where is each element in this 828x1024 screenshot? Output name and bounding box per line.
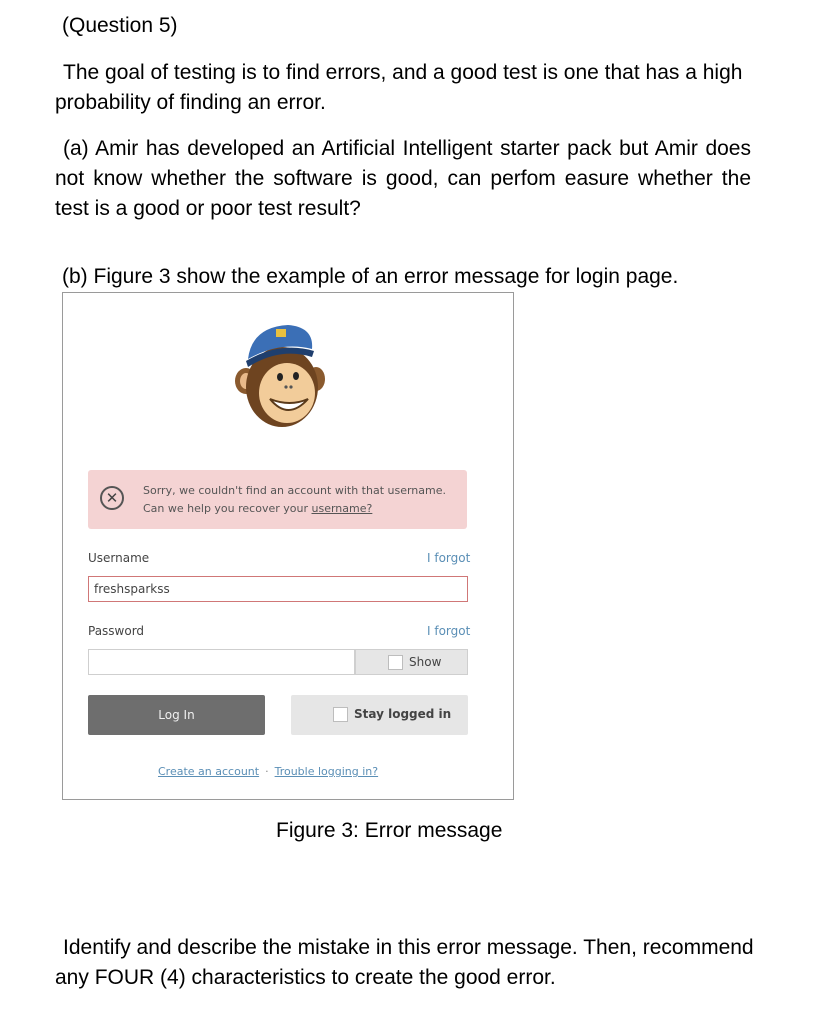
show-password-toggle[interactable] xyxy=(355,649,468,675)
show-password-checkbox[interactable] xyxy=(388,655,403,670)
login-page-figure xyxy=(62,292,514,800)
forgot-username-link[interactable]: I forgot xyxy=(427,551,471,565)
password-field[interactable] xyxy=(88,649,355,675)
stay-logged-in-label: Stay logged in xyxy=(354,707,452,721)
monkey-mascot-icon xyxy=(230,319,330,431)
create-account-link[interactable]: Create an account xyxy=(158,765,260,778)
error-alert xyxy=(88,470,467,529)
forgot-password-link[interactable]: I forgot xyxy=(427,624,471,638)
username-field[interactable]: freshsparkss xyxy=(88,576,468,602)
recover-username-link[interactable]: username? xyxy=(311,502,373,515)
question-intro: The goal of testing is to find errors, and a good test is one that has a high probability of finding an error. xyxy=(55,61,743,114)
figure-caption: Figure 3: Error message xyxy=(276,819,503,842)
login-button[interactable]: Log In xyxy=(88,695,265,735)
close-circle-icon: ✕ xyxy=(100,486,124,510)
username-label: Username xyxy=(88,551,150,565)
error-message: Sorry, we couldn't find an account with that username. Can we help you recover your username? xyxy=(143,484,446,515)
stay-logged-in-toggle[interactable] xyxy=(291,695,468,735)
footer-links xyxy=(158,765,378,778)
question-part-a: (a) Amir has developed an Artificial Intelligent starter pack but Amir does not know whether the software is good, can perfom easure whether the test is a good or poor test result? xyxy=(55,137,751,220)
stay-logged-in-checkbox[interactable] xyxy=(333,707,348,722)
question-closing: Identify and describe the mistake in this error message. Then, recommend any FOUR (4) characteristics to create the good error. xyxy=(55,936,754,989)
trouble-logging-in-link[interactable]: Trouble logging in? xyxy=(274,765,379,778)
show-password-label: Show xyxy=(409,655,442,669)
link-separator: · xyxy=(265,765,269,778)
question-title: (Question 5) xyxy=(62,14,178,37)
password-label: Password xyxy=(88,624,145,638)
question-part-b: (b) Figure 3 show the example of an error message for login page. xyxy=(62,265,679,288)
